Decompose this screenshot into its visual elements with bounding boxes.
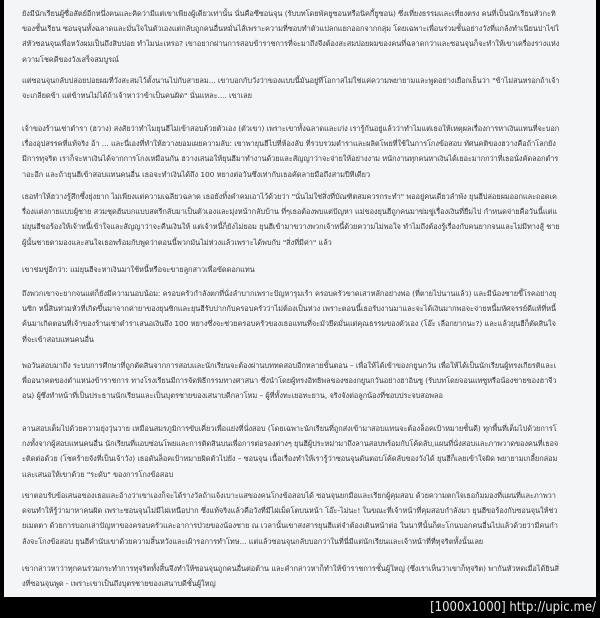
- paragraph-4: เธอทำให้ฮวางรู้สึกซึ้งยุ่งยาก ไม่เพียงแต่ความเฉลียวฉลาด เธอยังทิ้งคำคมเอาไว้ด้วยว่า "นั่นไม่ใช่สิ่งที่บัณฑิตสมควรกระทำ" พออยู่คนเดียวลำพัง ยุนฮีปล่อยผมออกและถอดเครื่องแต่งกายแบบผู้ชาย สวมชุดฮันบกแบบสตรีกลับมาเป็นตัวเองและมุ่งหน้ากลับบ้าน ที่ๆเธอต้องพบแต่ปัญหา แม่ของยุนฮีถูกคนมาข่มขู่เรื่องเงินที่ยืมไป กำหนดจ่ายคือวันนี้แต่แม่ยุนฮีขอร้องให้เจ้าหนี้เข้าใจและสัญญาว่าจะคืนเงินให้ แต่เจ้าหนี้ก็ยังไม่ยอม ยุนฮีเข้ามาขวางพวกเจ้าหนี้ด้วยความไม่พอใจ ทำไมถึงต้องรู้เรื่องกับคนยากจนและไม่มีทางสู้ ชายผู้นั้นชายตามองและสนใจเธอพร้อมกับพูดว่าตอนนี้พวกมันไม่ห่วงแล้วเพราะได้พบกับ "สิ่งที่มีค่า" แล้ว: [22, 192, 560, 247]
- paragraph-6: ถึงพวกเขาจะยากจนแต่ก็ยังมีความนอบน้อม: ครอบครัวกำลังตกที่นั่งลำบากเพราะปัญหารุมเร้า ครอบครัวขาดเสาหลักอย่างพ่อ (ที่ตายไปนานแล้ว) และมีน้องชายขี้โรคอย่างยุนซิก หนี้สินท่วมหัวที่เกิดขึ้นมาจากค่ายาของยุนซิกและยุนฮีรับปากกับครอบครัวว่าไม่ต้องเป็นห่วง เพราะตอนนี้เธอรับงานมาและจะได้เงินมากพอจะจ่ายหนี้มหัศจรรย์ดีแท้ที่หนี้ค้นมาเกิดตอนที่เจ้าของร้านเช่าตำราเสนอเงินถึง 100 หยางซึ่งจะช่วยครอบครัวของเธอแทนที่จะมัวยึดมั่นแต่คุณธรรมของตัวเอง (โอ๊ะ เลือกยากนะ?) และแล้วยุนฮีก็ตัดสินใจที่จะเข้าสอบแทนคนอื่น: [22, 289, 557, 344]
- paragraph-5: เขาข่มขู่อีกว่า: แม่ยุนฮีจะหาเงินมาใช้หนี้หรือจะขายลูกสาวเพื่อขัดดอกแทน: [22, 265, 255, 274]
- paragraph-7: พอวันสอบมาถึง ระบบการศึกษาที่ถูกตัดสินจากการสอบและนักเรียนจะต้องผ่านบททดสอบอีกหลายขั้นตอน – เพื่อให้ได้เข้าของกยูนกวัน เพื่อให้ได้เป็นนักเรียนผู้ทรงเกียรติและเพื่ออนาคตของตำแหน่งข้าราชการ ทางโรงเรียนมีการจัดพิธีกรรมทางศาสนา ซึ่งนำโดยผู้ทรงอิทธิพลของซองกยูนกวันอย่างฮาอินซู (รับบทโดยจอนแทซูหรือน้องชายของฮาจีวอน) ผู้ซึ่งทำหน้าที่เป็นประธานนักเรียนและเป็นบุตรชายของเสนาบดีกลาโหม – ผู้ที่ทั้งทะเยอทะยาน, จริงจังต่อลูกน้องที่ชอบประจบสอพลอ: [22, 361, 557, 401]
- paragraph-8: ลานสอบเต็มไปด้วยความยุ่งวุ่นวาย เหมือนสมรภูมิการขับเคี่ยวเพื่อแย่งที่นั่งสอบ (โดยเฉพาะนักเรียนที่ถูกส่งเข้ามาสอบแทนจะต้องล็อคเป้าหมายชั้นดี) ทุกพื้นที่เต็มไปด้วยการโกงทั้งจากผู้สอบแทนคนอื่น นักเรียนที่แอบซ่อนโพยและการติดสินบนเพื่อการต่อรองต่างๆ ยุนฮีผู้ประหม่ามาถึงลานสอบพร้อมกับโค้ดลับ,แผนที่นั่งสอบและภาพวาดของคนที่เธอจะติดต่อด้วย (โชคร้ายจังที่เป็นเจ้าวัง) เธอดันล็อคเป้าหมายผิดตัวไปยัง – ซอนจุน เนื้อเรื่องทำให้เรารู้ว่าซอนจุนดันตอบโค้ดลับของวังได้ ยุนฮีก็เลยเข้าใจผิด พยายามเกลี้ยกล่อมและเสนอให้เขาด้วย "ระดับ" ของการโกงข้อสอบ: [22, 424, 559, 479]
- paragraph-10: เขากล่าวหาว่าทุกคนร่วมกระทำการทุจริตทั้งสิ้นจึงทำให้ซอนจุนถูกคนอื่นต่อต้าน และคำกล่าวหาก็ทำให้ข้าราชการชั้นผู้ใหญ่ (ซึ่งเราเห็นว่าเขาก็ทุจริต) พากันหัวหดเมื่อได้ยินสิ่งที่ซอนจุนพูด - เพราะเขาเป็นถึงบุตรชายของเสนาบดีชั้นผู้ใหญ่: [22, 564, 559, 589]
- paragraph-1: ยังมีนักเรียนผู้ซื่อสัตย์อีกหนึ่งคนและคิดว่ามีแต่เขาเพียงผู้เดียวเท่านั้น นั่นคือซีซอนจุน (รับบทโดยพัคยูซอนหรือนิคกี้ยูซอน) ซึ่งเที่ยงธรรมและเที่ยงตรง คนที่เป็นนักเรียนหัวกะทิของชั้นเรียน ซอนจุนทั้งฉลาดและมั่นใจในตัวเองแต่กลับถูกคนอื่นหมั่นไส้เพราะความที่ซอบทำตัวแปลกแยกออกจากกลุ่ม โดยเฉพาะเพื่อนร่วมชั้นอย่างวังที่แกล้งทำเนียนปาไข่ใส่หัวซอนจุนเพื่อหวังผมเป็นถึงสิบปอย ทำไมน่ะเหรอ? เขาอยากผ่านการสอบข้าราชการที่จะมาถึงจึงต้องสะสมปอยผมของคนที่ฉลาดกว่าและซอนจุนก็จะทำให้เขาเครื่องรางแห่งความโชคดีของวังเสร็จสมบูรณ์: [22, 9, 560, 64]
- paragraph-2: แต่ซอนจุนกลับปล่อยปอยผมที่วังสะสมไว้ตั้งนานไปกับสายลม... เขาบอกกับวังว่าของแบบนี้มันอยู่ที่โอกาสไม่ใช่แค่ความพยายามและพูดอย่างเยือกเย็นว่า "ข้าไม่สนหรอกถ้าเจ้าจะเกลียดข้า แต่ข้าทนไม่ได้ถ้าเจ้าหาว่าข้าเป็นคนผิด" นั่นแหละ.... เขาเลย: [22, 76, 560, 101]
- paragraph-3: เจ้าของร้านเช่าตำรา (ฮวาง) สงสัยว่าทำไมยุนฮีไม่เข้าสอบด้วยตัวเอง (ตัวเขา) เพราะเขาทั้งฉลาดและเก่ง เรารู้กันอยู่แล้วว่าทำไมแต่เธอให้เหตุผลเรื่องการหาเงินแทนที่จะบอกเรื่องอุปสรรคที่แท้จริง อ้า ... และนี่เองที่ทำให้ฮวางยอมเผยความลับ: เขาพายุนฮีไปที่ห้องลับ ที่รวบรวมตำราและผลิตโพยที่ใช้ในการโกงข้อสอบ ทัศนคติของฮวางคือถ้าโลกยังมีการทุจริต เราก็จะหาเงินได้จากการโกงเหมือนกัน ฮวางเสนอให้ยุนฮีมาทำงานด้วยและสัญญาว่าจะจ่ายให้อย่างงาม หนักงานทุกคนหาเงินได้เยอะมากกว่าที่เธอนั่งคัดลอกตำราอะอีก และถ้ายุนฮีเข้าสอบแทนคนอื่น เธอจะทำเงินได้ถึง 100 หยางต่อวันซึ่งเท่ากับเธอคัดลายมือถึงสามปีทีเดียว: [22, 124, 560, 179]
- watermark-text: [1000x1000] http://upic.me/: [430, 600, 596, 615]
- footer-bar: [0, 597, 600, 618]
- article-panel: [4, 0, 596, 597]
- paragraph-9: เขาตอบรับข้อเสนอของเธอและอ้างว่าเขาเองก็จะได้รางวัลถ้าแจ้งเบาะแสของคนโกงข้อสอบได้ ซอนจุนยกมือและเรียกผู้คุมสอบ ด้วยความตกใจเธอก้มมองที่แผนที่และภาพวาดจนทำให้รู้ว่ามาหาคนผิด เพราะซอนจุนไม่มีไฝเหนือปาก ซึ่งแท้จริงแล้วคือวังที่มีไฝเม็ดโตบนหน้า โอ๊ะ-ไม่นะ! ในขณะที่เจ้าหน้าที่คุมสอบกำลังมา ยุนฮีขอร้องกับซอนจุนให้ช่วยเมตตา ด้วยการบอกเล่าปัญหาของครอบครัวและอาการป่วยของน้องชาย ณ เวลานั้นเขาสงสารยุนฮีแต่จำต้องเดินหน้าต่อ ในนาทีนั้นก็ตะโกนบอกคนอื่นไปแล้วด้วยว่ามีคนกำลังจะโกงข้อสอบ ยุนฮีคำนับเขาด้วยความสิ้นหวังและเฝ้ารอการทำโทษ... แต่แล้วซอนจุนกลับบอกว่าในที่นี่มีแต่นักเรียนและเจ้าหน้าที่ที่ทุจริตทั้งนั้นเลย: [22, 491, 558, 546]
